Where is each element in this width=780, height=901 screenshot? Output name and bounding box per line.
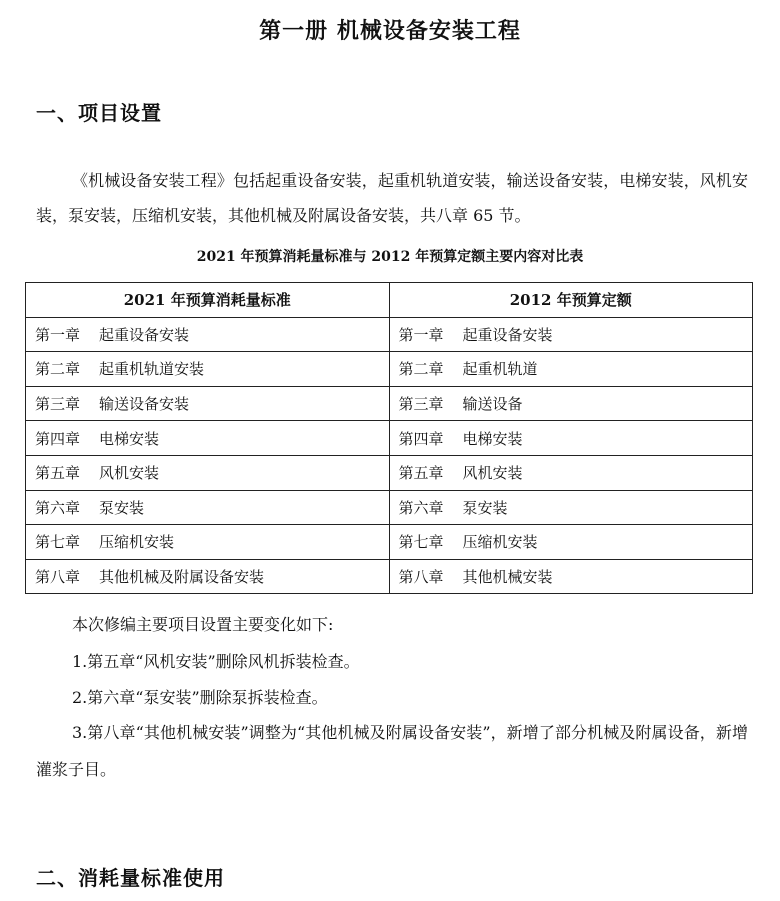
- chapter-number: 第一章: [35, 325, 81, 344]
- chapter-number: 第七章: [398, 533, 444, 552]
- table-row: [26, 490, 753, 525]
- chapter-number: 第八章: [398, 568, 444, 587]
- chapter-number: 第八章: [35, 568, 81, 587]
- chapter-name: 风机安装: [462, 464, 523, 483]
- chapter-name: 电梯安装: [462, 429, 523, 448]
- table-row: [26, 421, 753, 456]
- chapter-name: 输送设备: [462, 395, 523, 414]
- right-cell: [389, 352, 753, 387]
- chapter-name: 起重机轨道: [462, 360, 538, 379]
- table-row: [26, 559, 753, 594]
- chapter-number: 第六章: [398, 498, 444, 517]
- chapter-name: 泵安装: [462, 498, 508, 517]
- chapter-number: 第四章: [35, 429, 81, 448]
- left-cell: [26, 386, 390, 421]
- chapter-name: 其他机械及附属设备安装: [99, 568, 265, 587]
- document-title: 第一册 机械设备安装工程: [259, 18, 521, 44]
- table-caption: 2021 年预算消耗量标准与 2012 年预算定额主要内容对比表: [196, 249, 584, 265]
- left-cell: [26, 421, 390, 456]
- chapter-number: 第四章: [398, 429, 444, 448]
- change-item-3: 3.第八章“其他机械安装”调整为“其他机械及附属设备安装”，新增了部分机械及附属设备，新增灌浆子目。: [36, 723, 748, 779]
- chapter-number: 第一章: [398, 325, 444, 344]
- left-cell: [26, 455, 390, 490]
- section-heading-consumption-standard: 二、消耗量标准使用: [36, 866, 225, 890]
- chapter-number: 第三章: [398, 395, 444, 414]
- table-header-row: [26, 283, 753, 318]
- left-cell: [26, 490, 390, 525]
- chapter-name: 电梯安装: [99, 429, 160, 448]
- left-cell: [26, 525, 390, 560]
- right-cell: [389, 386, 753, 421]
- chapter-name: 压缩机安装: [462, 533, 538, 552]
- chapter-name: 泵安装: [99, 498, 145, 517]
- table-row: [26, 455, 753, 490]
- table-row: [26, 525, 753, 560]
- right-cell: [389, 317, 753, 352]
- change-item-1: 1.第五章“风机安装”删除风机拆装检查。: [72, 652, 360, 671]
- left-cell: [26, 317, 390, 352]
- chapter-name: 起重设备安装: [99, 325, 190, 344]
- change-item-2: 2.第六章“泵安装”删除泵拆装检查。: [72, 688, 328, 707]
- intro-paragraph: 《机械设备安装工程》包括起重设备安装，起重机轨道安装，输送设备安装，电梯安装，风机安装，泵安装，压缩机安装，其他机械及附属设备安装，共八章 65 节。: [36, 171, 748, 225]
- chapter-number: 第五章: [398, 464, 444, 483]
- chapter-name: 起重设备安装: [462, 325, 553, 344]
- chapter-number: 第二章: [35, 360, 81, 379]
- chapter-name: 风机安装: [99, 464, 160, 483]
- chapter-name: 压缩机安装: [99, 533, 175, 552]
- right-cell: [389, 559, 753, 594]
- section-heading-project-setup: 一、项目设置: [36, 101, 162, 125]
- comparison-table: [25, 282, 753, 594]
- table-row: [26, 386, 753, 421]
- table-body: [26, 317, 753, 594]
- table-row: [26, 352, 753, 387]
- right-cell: [389, 421, 753, 456]
- chapter-number: 第三章: [35, 395, 81, 414]
- chapter-name: 输送设备安装: [99, 395, 190, 414]
- right-cell: [389, 455, 753, 490]
- chapter-name: 其他机械安装: [462, 568, 553, 587]
- chapter-number: 第六章: [35, 498, 81, 517]
- chapter-name: 起重机轨道安装: [99, 360, 205, 379]
- chapter-number: 第七章: [35, 533, 81, 552]
- table-row: [26, 317, 753, 352]
- changes-intro: 本次修编主要项目设置主要变化如下:: [72, 615, 334, 634]
- left-cell: [26, 352, 390, 387]
- right-cell: [389, 525, 753, 560]
- column-header-2021: 2021 年预算消耗量标准: [26, 283, 390, 318]
- left-cell: [26, 559, 390, 594]
- column-header-2012: 2012 年预算定额: [389, 283, 753, 318]
- right-cell: [389, 490, 753, 525]
- chapter-number: 第二章: [398, 360, 444, 379]
- chapter-number: 第五章: [35, 464, 81, 483]
